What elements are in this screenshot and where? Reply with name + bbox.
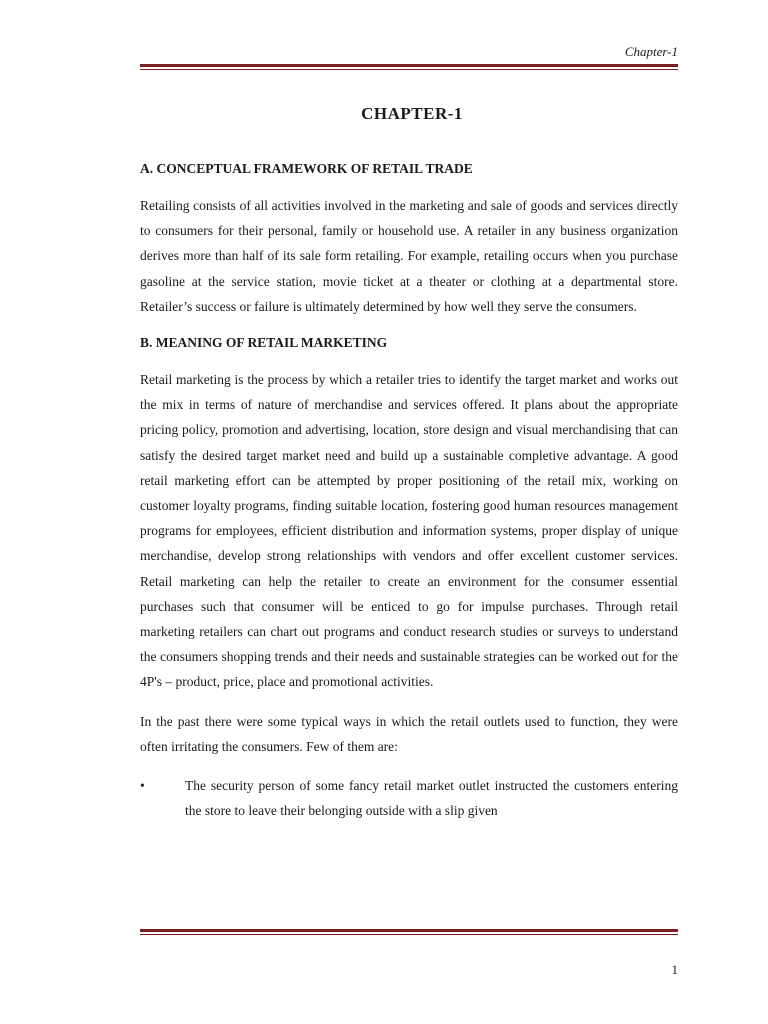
section-b-heading: B. MEANING OF RETAIL MARKETING	[140, 335, 388, 351]
section-a-heading: A. CONCEPTUAL FRAMEWORK OF RETAIL TRADE	[140, 161, 473, 176]
page-body	[140, 104, 678, 837]
section-a-paragraph: Retailing consists of all activities involved in the marketing and sale of goods and services directly to consumers for their personal, family or household use. A retailer in any business organization derives more than half of its sale form retailing. For example, retailing occurs when you purchase gasoline at the service station, movie ticket at a theater or clothing at a departmental store. Retailer’s success or failure is ultimately determined by how well they serve the consumers.	[140, 198, 678, 314]
running-head: Chapter-1	[624, 44, 678, 59]
page-number: 1	[671, 962, 678, 977]
header-rule	[140, 64, 678, 70]
chapter-title: CHAPTER-1	[361, 104, 463, 123]
section-b-paragraph-1: Retail marketing is the process by which a retailer tries to identify the target market and works out the mix in terms of nature of merchandise and services offered. It plans about the appropriate pricing policy, promotion and advertising, location, store design and visual merchandising that can satisfy the desired target market need and build up a sustainable completive advantage. A good retail marketing effort can be attempted by proper positioning of the retail mix, working on customer loyalty programs, finding suitable location, fostering good human resources management programs for employees, efficient distribution and information systems, proper display of unique merchandise, develop strong relationships with vendors and offer excellent customer services. Retail marketing can help the retailer to create an environment for the consumer essential purchases such that consumer will be enticed to go for impulse purchases. Through retail marketing retailers can chart out programs and conduct research studies or surveys to understand the consumers shopping trends and their needs and sustainable strategies can be worked out for the 4P's – product, price, place and promotional activities.	[140, 372, 678, 690]
bullet-icon: •	[140, 778, 145, 794]
bullet-item	[140, 773, 678, 823]
section-b-paragraph-2: In the past there were some typical ways in which the retail outlets used to function, they were often irritating the consumers. Few of them are:	[140, 713, 678, 754]
bullet-text: The security person of some fancy retail market outlet instructed the customers entering the store to leave their belonging outside with a slip given	[185, 778, 678, 819]
footer-rule	[140, 929, 678, 935]
